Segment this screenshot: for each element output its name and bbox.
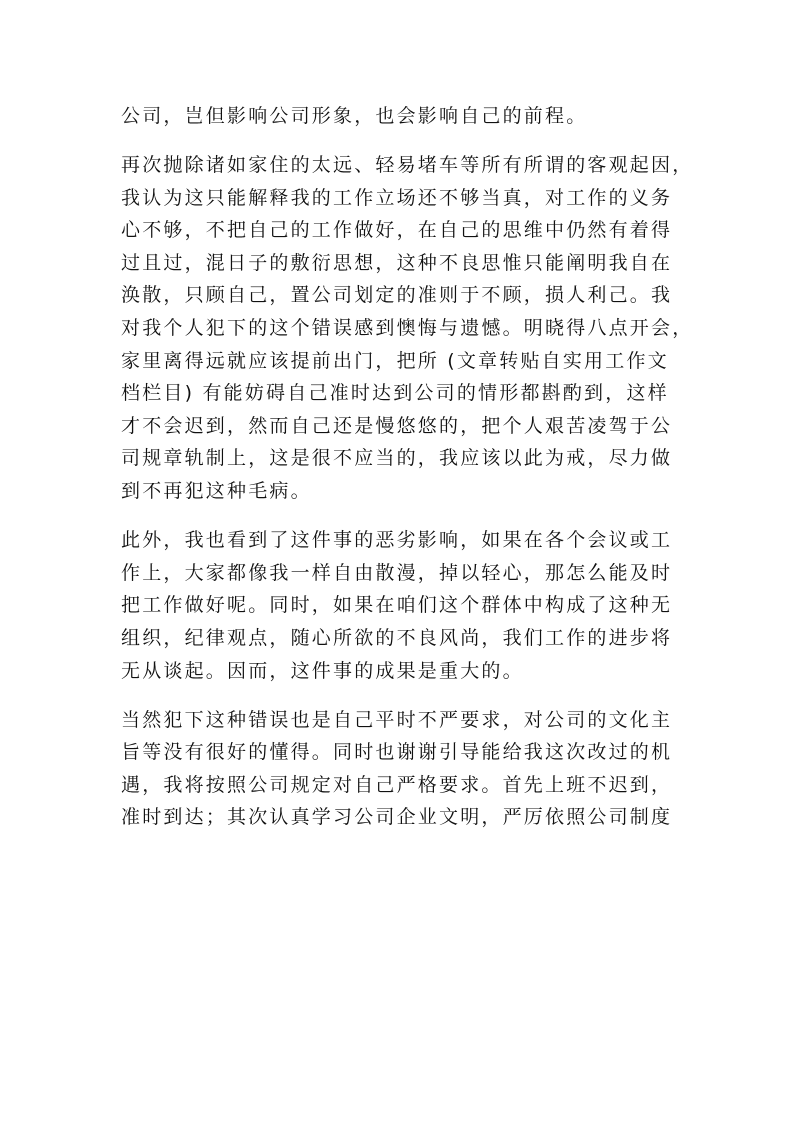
paragraph-2 — [121, 149, 694, 508]
text-line: 无从谈起。因而，这件事的成果是重大的。 — [121, 659, 524, 682]
text-line: 过且过，混日子的敷衍思想，这种不良思惟只能阐明我自在 — [121, 251, 673, 274]
text-line: 旨等没有很好的懂得。同时也谢谢引导能给我这次改过的机 — [121, 741, 673, 764]
document-body — [121, 100, 694, 850]
paragraph-4 — [121, 704, 681, 834]
text-line: 此外，我也看到了这件事的恶劣影响，如果在各个会议或工 — [121, 529, 673, 552]
text-line: 档栏目) 有能妨碍自己准时达到公司的情形都斟酌到，这样 — [121, 382, 669, 405]
text-line: 才不会迟到，然而自己还是慢悠悠的，把个人艰苦凌驾于公 — [121, 414, 673, 437]
text-line: 再次抛除诸如家住的太远、轻易堵车等所有所谓的客观起因， — [121, 154, 694, 177]
text-line: 到不再犯这种毛病。 — [121, 480, 312, 503]
text-line: 作上，大家都像我一样自由散漫，掉以轻心，那怎么能及时 — [121, 561, 673, 584]
text-line: 我认为这只能解释我的工作立场还不够当真，对工作的义务 — [121, 186, 673, 209]
text-line: 把工作做好呢。同时，如果在咱们这个群体中构成了这种无 — [121, 594, 673, 617]
text-line: 准时到达；其次认真学习公司企业文明，严厉依照公司制度 — [121, 806, 673, 829]
text-line: 组织，纪律观点，随心所欲的不良风尚，我们工作的进步将 — [121, 626, 673, 649]
text-line: 心不够，不把自己的工作做好，在自己的思维中仍然有着得 — [121, 219, 673, 242]
paragraph-1 — [121, 100, 681, 133]
text-line: 司规章轨制上，这是很不应当的，我应该以此为戒，尽力做 — [121, 447, 673, 470]
text-line: 涣散，只顾自己，置公司划定的准则于不顾，损人利己。我 — [121, 284, 673, 307]
paragraph-3 — [121, 524, 681, 687]
text-line: 遇，我将按照公司规定对自己严格要求。首先上班不迟到， — [121, 773, 673, 796]
text-line: 家里离得远就应该提前出门，把所 (文章转贴自实用工作文 — [121, 349, 669, 372]
text-line: 当然犯下这种错误也是自己平时不严要求，对公司的文化主 — [121, 708, 673, 731]
text-line: 公司，岂但影响公司形象，也会影响自己的前程。 — [121, 105, 588, 127]
text-line: 对我个人犯下的这个错误感到懊悔与遗憾。明晓得八点开会， — [121, 317, 694, 340]
